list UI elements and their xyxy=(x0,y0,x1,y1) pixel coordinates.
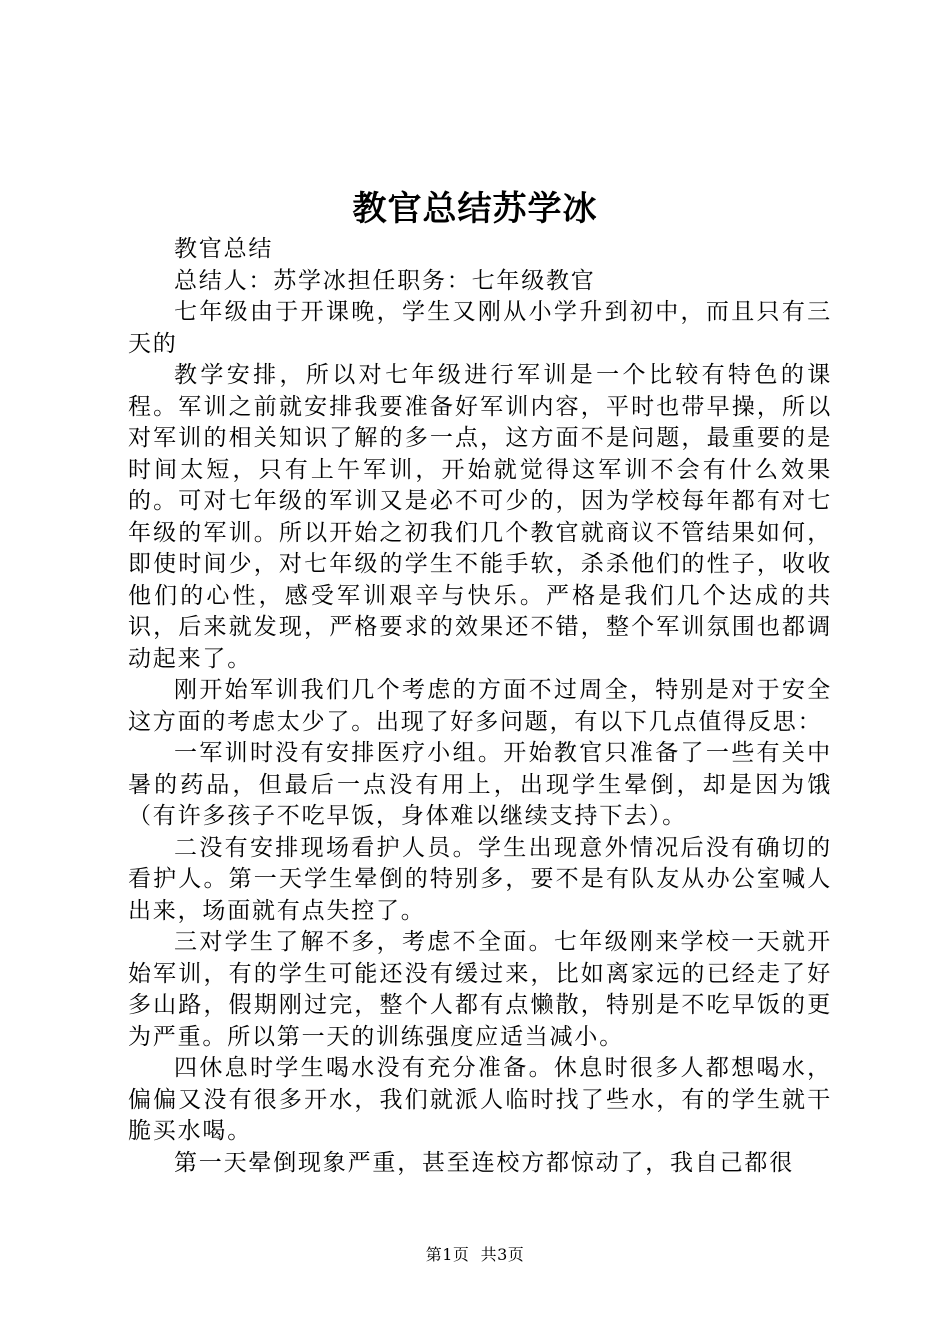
paragraph: 三对学生了解不多，考虑不全面。七年级刚来学校一天就开始军训，有的学生可能还没有缓过来，比如离家远的已经走了好多山路，假期刚过完，整个人都有点懒散，特别是不吃早饭的更为严重。所以第一天的训练强度应适当减小。 xyxy=(128,929,832,1050)
paragraph: 刚开始军训我们几个考虑的方面不过周全，特别是对于安全这方面的考虑太少了。出现了好多问题，有以下几点值得反思： xyxy=(128,677,832,735)
document-body xyxy=(128,234,832,1179)
paragraph: 四休息时学生喝水没有充分准备。休息时很多人都想喝水，偏偏又没有很多开水，我们就派人临时找了些水，有的学生就干脆买水喝。 xyxy=(128,1055,832,1144)
paragraph: 教学安排，所以对七年级进行军训是一个比较有特色的课程。军训之前就安排我要准备好军训内容，平时也带早操，所以对军训的相关知识了解的多一点，这方面不是问题，最重要的是时间太短，只有上午军训，开始就觉得这军训不会有什么效果的。可对七年级的军训又是必不可少的，因为学校每年都有对七年级的军训。所以开始之初我们几个教官就商议不管结果如何，即使时间少，对七年级的学生不能手软，杀杀他们的性子，收收他们的心性，感受军训艰辛与快乐。严格是我们几个达成的共识，后来就发现，严格要求的效果还不错，整个军训氛围也都调动起来了。 xyxy=(128,362,832,672)
paragraph: 七年级由于开课晚，学生又刚从小学升到初中，而且只有三天的 xyxy=(128,299,832,357)
document-title: 教官总结苏学冰 xyxy=(352,189,598,229)
page-number-label: 第1页 共3页 xyxy=(425,1245,525,1264)
paragraph: 二没有安排现场看护人员。学生出现意外情况后没有确切的看护人。第一天学生晕倒的特别多，要不是有队友从办公室喊人出来，场面就有点失控了。 xyxy=(128,834,832,924)
page-footer xyxy=(0,1244,950,1266)
paragraph: 第一天晕倒现象严重，甚至连校方都惊动了，我自己都很 xyxy=(174,1149,794,1176)
paragraph: 一军训时没有安排医疗小组。开始教官只准备了一些有关中暑的药品，但最后一点没有用上，出现学生晕倒，却是因为饿（有许多孩子不吃早饭，身体难以继续支持下去）。 xyxy=(128,740,832,829)
paragraph-heading: 教官总结 xyxy=(174,236,274,262)
paragraph-author: 总结人：苏学冰担任职务：七年级教官 xyxy=(174,267,596,294)
